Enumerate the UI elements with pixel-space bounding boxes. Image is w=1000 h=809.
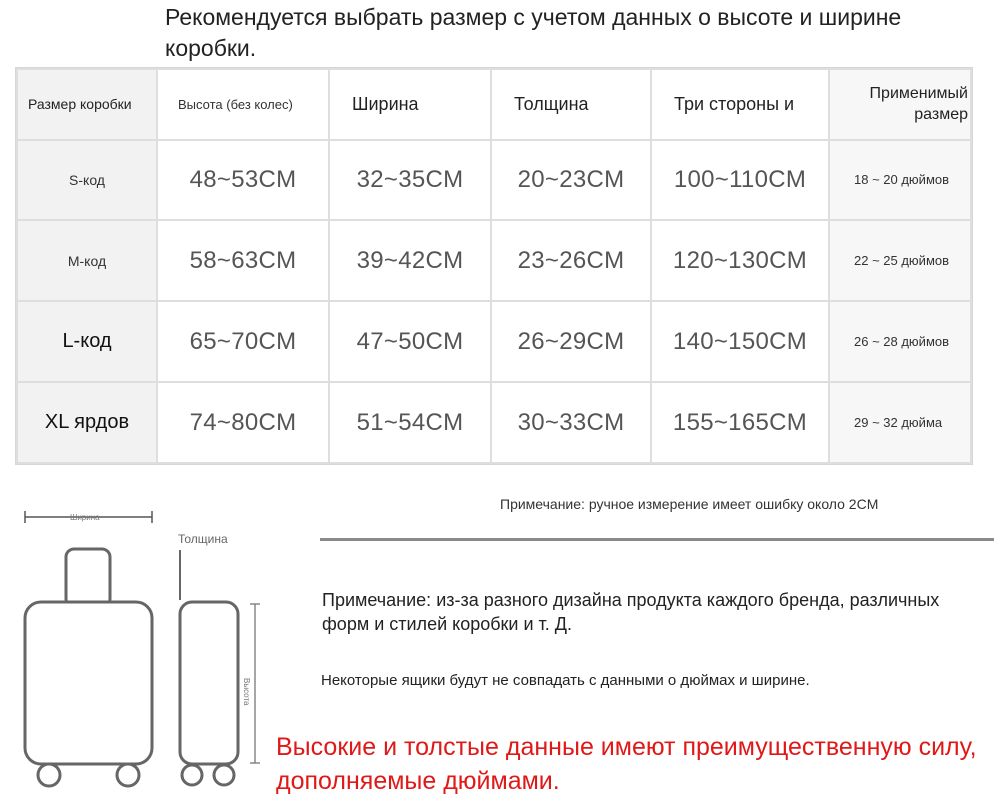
- cell-three-sides: 155~165CM: [651, 382, 829, 463]
- cell-height: 65~70CM: [157, 301, 329, 382]
- row-size-label: XL ярдов: [17, 382, 157, 463]
- thickness-label: Толщина: [178, 532, 228, 546]
- divider: [320, 538, 994, 541]
- cell-width: 32~35CM: [329, 140, 491, 221]
- cell-thickness: 23~26CM: [491, 220, 651, 301]
- mismatch-note: Некоторые ящики будут не совпадать с данными о дюймах и ширине.: [321, 672, 810, 689]
- cell-width: 51~54CM: [329, 382, 491, 463]
- cell-height: 74~80CM: [157, 382, 329, 463]
- table-row: [17, 220, 971, 301]
- size-table: [16, 68, 972, 464]
- height-dimension-label: Высота: [242, 678, 251, 706]
- cell-thickness: 26~29CM: [491, 301, 651, 382]
- cell-width: 47~50CM: [329, 301, 491, 382]
- table-header-row: [17, 69, 971, 140]
- page-heading: Рекомендуется выбрать размер с учетом данных о высоте и ширине коробки.: [165, 4, 902, 61]
- suitcase-diagram: [0, 480, 300, 809]
- table-row: [17, 382, 971, 463]
- priority-note: Высокие и толстые данные имеют преимущественную силу, дополняемые дюймами.: [276, 733, 977, 795]
- design-note: Примечание: из-за разного дизайна продукта каждого бренда, различных форм и стилей коробки и т. Д.: [322, 590, 940, 634]
- cell-inches: 18 ~ 20 дюймов: [829, 140, 971, 221]
- header-size: Размер коробки: [17, 69, 157, 140]
- cell-inches: 29 ~ 32 дюйма: [829, 382, 971, 463]
- cell-thickness: 20~23CM: [491, 140, 651, 221]
- cell-height: 48~53CM: [157, 140, 329, 221]
- cell-three-sides: 140~150CM: [651, 301, 829, 382]
- cell-three-sides: 100~110CM: [651, 140, 829, 221]
- measurement-note: Примечание: ручное измерение имеет ошибку около 2CM: [500, 496, 879, 512]
- row-size-label: L-код: [17, 301, 157, 382]
- suitcase-front-icon: [25, 549, 152, 786]
- cell-thickness: 30~33CM: [491, 382, 651, 463]
- header-width: Ширина: [329, 69, 491, 140]
- row-size-label: S-код: [17, 140, 157, 221]
- suitcase-side-icon: [180, 602, 238, 785]
- cell-height: 58~63CM: [157, 220, 329, 301]
- header-applicable: Применимый размер: [829, 69, 971, 140]
- row-size-label: M-код: [17, 220, 157, 301]
- table-row: [17, 140, 971, 221]
- table-row: [17, 301, 971, 382]
- width-dimension-label: Ширина: [70, 513, 100, 522]
- cell-inches: 26 ~ 28 дюймов: [829, 301, 971, 382]
- cell-three-sides: 120~130CM: [651, 220, 829, 301]
- header-thickness: Толщина: [491, 69, 651, 140]
- cell-width: 39~42CM: [329, 220, 491, 301]
- header-three-sides: Три стороны и: [651, 69, 829, 140]
- cell-inches: 22 ~ 25 дюймов: [829, 220, 971, 301]
- header-height: Высота (без колес): [157, 69, 329, 140]
